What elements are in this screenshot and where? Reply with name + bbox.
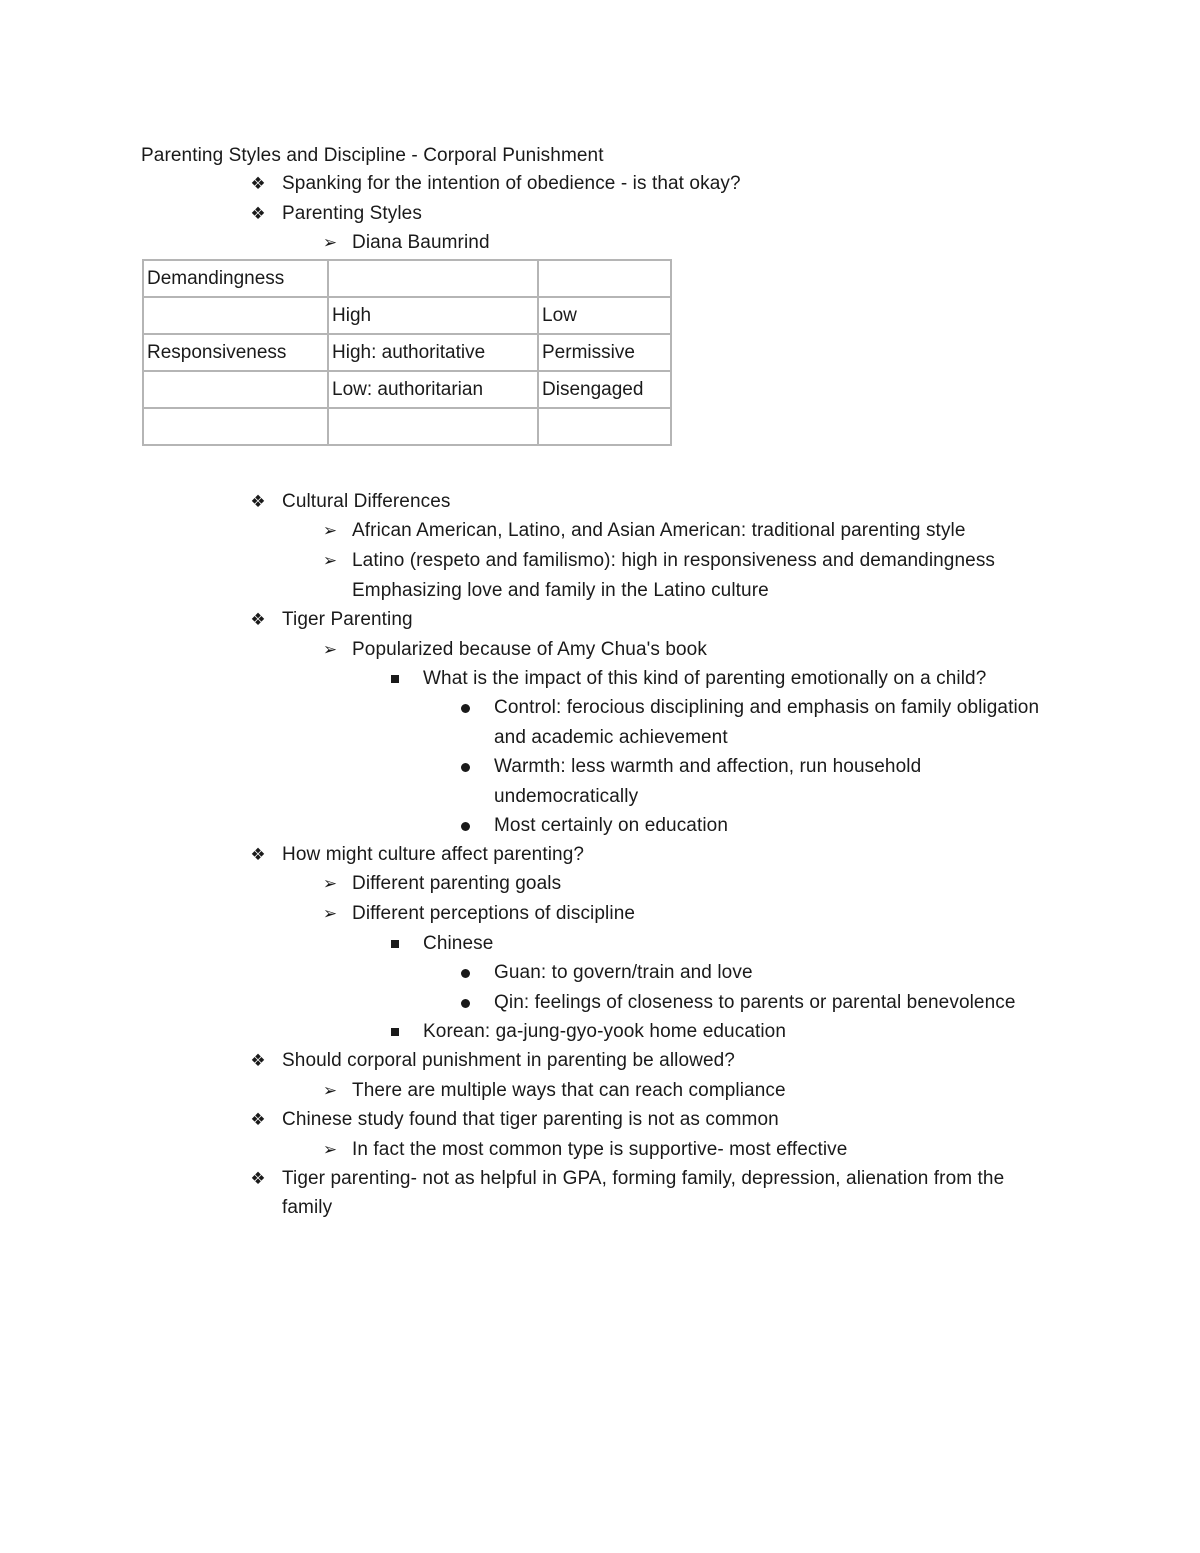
bullet-tiger-gpa-continued: family: [282, 1197, 333, 1218]
arrow-bullet-icon: ➢: [322, 551, 338, 570]
bullet-cultural-differences: Cultural Differences: [282, 491, 451, 512]
table-cell: High: [328, 297, 538, 334]
square-bullet-icon: [391, 1028, 399, 1036]
dot-bullet-icon: [461, 822, 470, 831]
table-cell: Permissive: [538, 334, 671, 371]
table-cell: [143, 297, 328, 334]
bullet-chinese: Chinese: [423, 933, 494, 954]
bullet-latino: Latino (respeto and familismo): high in responsiveness and demandingness: [352, 550, 996, 571]
bullet-control: Control: ferocious disciplining and emphasis on family obligation: [494, 697, 1040, 718]
table-row: [143, 408, 671, 445]
dot-bullet-icon: [461, 763, 470, 772]
table-cell: Demandingness: [143, 260, 328, 297]
bullet-corporal-allowed: Should corporal punishment in parenting be allowed?: [282, 1050, 735, 1071]
bullet-chinese-study: Chinese study found that tiger parenting is not as common: [282, 1109, 779, 1130]
table-row: [143, 297, 671, 334]
bullet-parenting-styles: Parenting Styles: [282, 203, 422, 224]
bullet-education: Most certainly on education: [494, 815, 728, 836]
diamond-bullet-icon: ❖: [250, 1051, 266, 1070]
bullet-perceptions: Different perceptions of discipline: [352, 903, 636, 924]
bullet-popularized: Popularized because of Amy Chua's book: [352, 639, 707, 660]
table-row: [143, 260, 671, 297]
square-bullet-icon: [391, 940, 399, 948]
bullet-tiger-gpa: Tiger parenting- not as helpful in GPA, forming family, depression, alienation from the: [282, 1168, 1005, 1189]
table-cell: [143, 371, 328, 408]
diamond-bullet-icon: ❖: [250, 1110, 266, 1129]
bullet-warmth-continued: undemocratically: [494, 786, 639, 807]
table-cell: [143, 408, 328, 445]
dot-bullet-icon: [461, 969, 470, 978]
diamond-bullet-icon: ❖: [250, 1169, 266, 1188]
bullet-diana: Diana Baumrind: [352, 232, 490, 253]
bullet-spanking: Spanking for the intention of obedience - is that okay?: [282, 173, 741, 194]
bullet-latino-continued: Emphasizing love and family in the Latino culture: [352, 580, 769, 601]
bullet-qin: Qin: feelings of closeness to parents or parental benevolence: [494, 992, 1016, 1013]
arrow-bullet-icon: ➢: [322, 904, 338, 923]
bullet-african-american: African American, Latino, and Asian American: traditional parenting style: [352, 520, 966, 541]
diamond-bullet-icon: ❖: [250, 845, 266, 864]
bullet-compliance: There are multiple ways that can reach compliance: [352, 1080, 786, 1101]
table-cell: [328, 260, 538, 297]
arrow-bullet-icon: ➢: [322, 640, 338, 659]
bullet-guan: Guan: to govern/train and love: [494, 962, 753, 983]
bullet-goals: Different parenting goals: [352, 873, 562, 894]
dot-bullet-icon: [461, 704, 470, 713]
table-cell: Disengaged: [538, 371, 671, 408]
diamond-bullet-icon: ❖: [250, 174, 266, 193]
parenting-styles-table: [142, 259, 672, 446]
square-bullet-icon: [391, 675, 399, 683]
arrow-bullet-icon: ➢: [322, 521, 338, 540]
bullet-warmth: Warmth: less warmth and affection, run household: [494, 756, 922, 777]
bullet-culture-affect: How might culture affect parenting?: [282, 844, 585, 865]
table-cell: High: authoritative: [328, 334, 538, 371]
arrow-bullet-icon: ➢: [322, 874, 338, 893]
arrow-bullet-icon: ➢: [322, 1081, 338, 1100]
table-cell: Low: [538, 297, 671, 334]
diamond-bullet-icon: ❖: [250, 492, 266, 511]
table-row: [143, 371, 671, 408]
table-cell: [538, 260, 671, 297]
page-title: Parenting Styles and Discipline - Corporal Punishment: [141, 145, 604, 166]
table-cell: Responsiveness: [143, 334, 328, 371]
bullet-supportive: In fact the most common type is supportive- most effective: [352, 1139, 848, 1160]
bullet-korean: Korean: ga-jung-gyo-yook home education: [423, 1021, 787, 1042]
dot-bullet-icon: [461, 999, 470, 1008]
arrow-bullet-icon: ➢: [322, 233, 338, 252]
bullet-impact: What is the impact of this kind of parenting emotionally on a child?: [423, 668, 987, 689]
table-cell: [328, 408, 538, 445]
diamond-bullet-icon: ❖: [250, 610, 266, 629]
table-cell: Low: authoritarian: [328, 371, 538, 408]
diamond-bullet-icon: ❖: [250, 204, 266, 223]
arrow-bullet-icon: ➢: [322, 1140, 338, 1159]
bullet-control-continued: and academic achievement: [494, 727, 728, 748]
table-row: [143, 334, 671, 371]
table-cell: [538, 408, 671, 445]
bullet-tiger-parenting: Tiger Parenting: [282, 609, 413, 630]
